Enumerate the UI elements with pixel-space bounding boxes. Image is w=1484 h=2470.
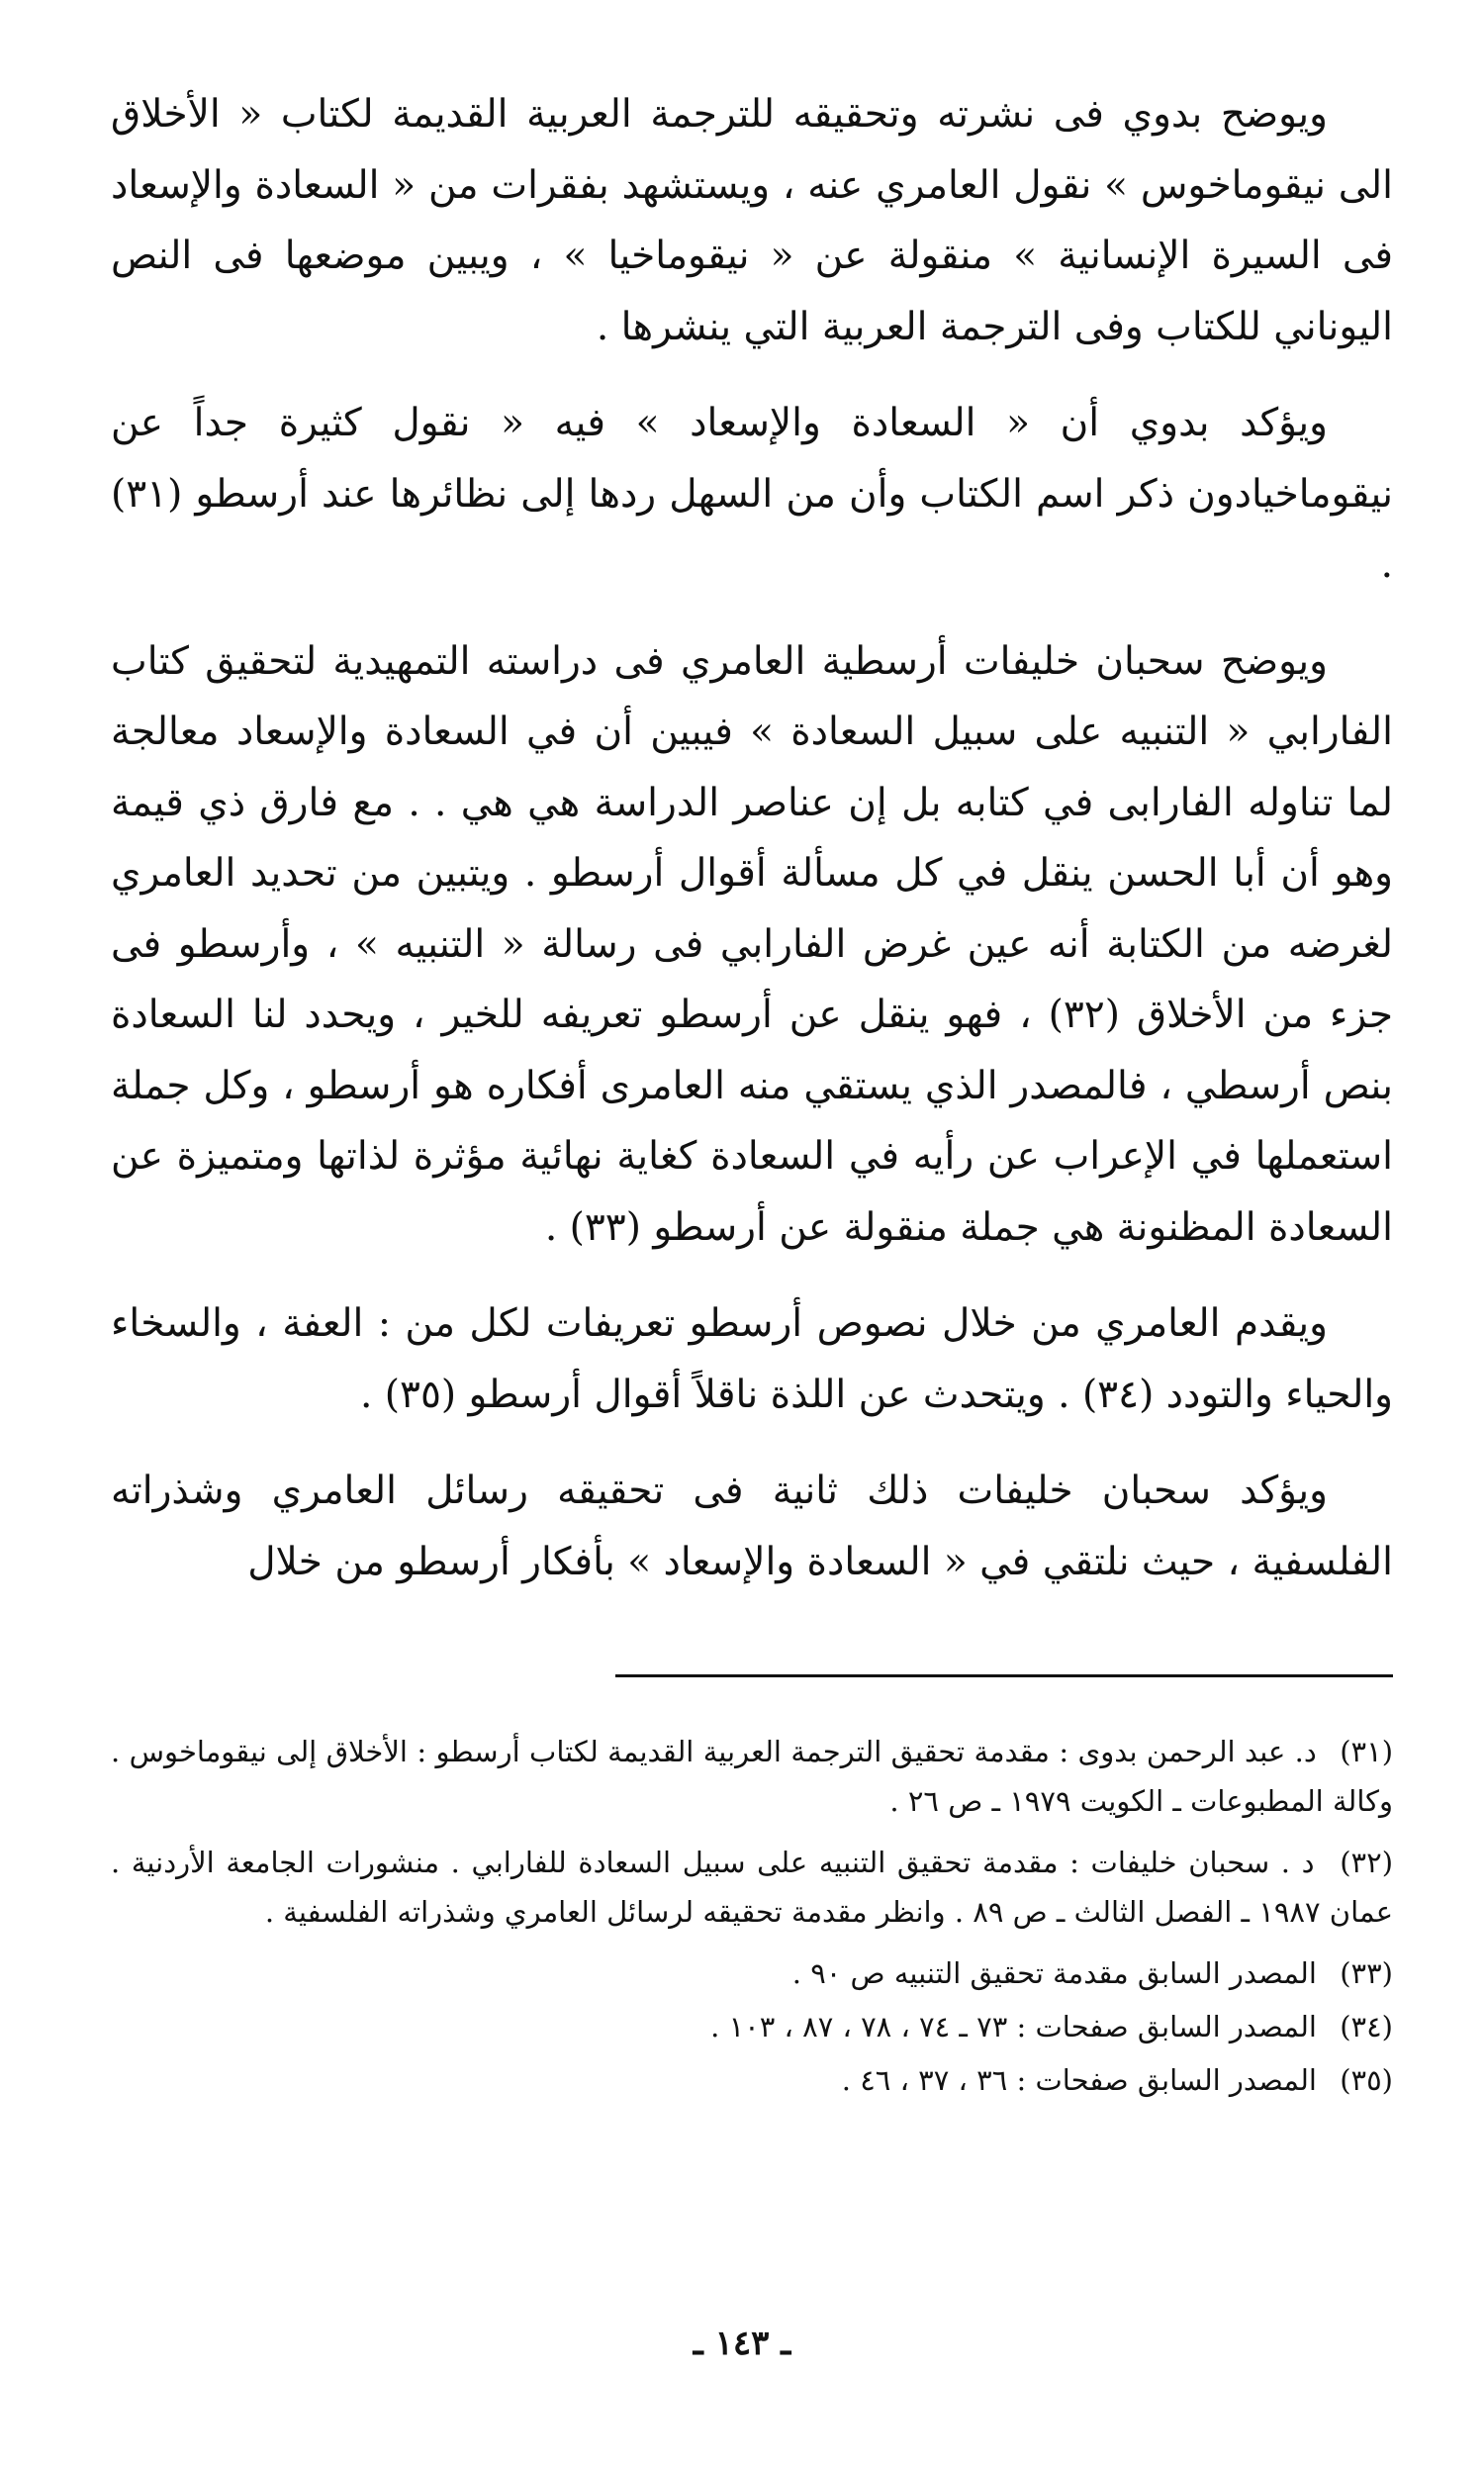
footnote-number: (٣٣): [1340, 1956, 1393, 1990]
paragraph-1: ويوضح بدوي فى نشرته وتحقيقه للترجمة العربية القديمة لكتاب « الأخلاق الى نيقوماخوس » نقول العامري عنه ، ويستشهد بفقرات من « السعادة والإسعاد فى السيرة الإنسانية » منقولة عن « نيقوماخيا » ، ويبين موضعها فى النص اليوناني للكتاب وفى الترجمة العربية التي ينشرها .: [111, 92, 1393, 349]
footnote-31: [111, 1727, 1393, 1826]
footnotes: [111, 1727, 1393, 2109]
footnote-divider: [615, 1674, 1393, 1677]
footnote-number: (٣١): [1340, 1735, 1394, 1768]
footnote-number: (٣٤): [1340, 2010, 1393, 2043]
paragraph-2: ويؤكد بدوي أن « السعادة والإسعاد » فيه « نقول كثيرة جداً عن نيقوماخيادون ذكر اسم الكتاب وأن من السهل ردها إلى نظائرها عند أرسطو (٣١) .: [111, 401, 1393, 587]
footnote-number: (٣٥): [1340, 2063, 1393, 2097]
paragraph-3: ويوضح سحبان خليفات أرسطية العامري فى دراسته التمهيدية لتحقيق كتاب الفارابي « التنبيه على سبيل السعادة » فيبين أن في السعادة والإسعاد معالجة لما تناوله الفارابى في كتابه بل إن عناصر الدراسة هي هي . . مع فارق ذي قيمة وهو أن أبا الحسن ينقل في كل مسألة أقوال أرسطو . ويتبين من تحديد العامري لغرضه من الكتابة أنه عين غرض الفارابي فى رسالة « التنبيه » ، وأرسطو فى جزء من الأخلاق (٣٢) ، فهو ينقل عن أرسطو تعريفه للخير ، ويحدد لنا السعادة بنص أرسطي ، فالمصدر الذي يستقي منه العامرى أفكاره هو أرسطو ، وكل جملة استعملها في الإعراب عن رأيه في السعادة كغاية نهائية مؤثرة لذاتها ومتميزة عن السعادة المظنونة هي جملة منقولة عن أرسطو (٣٣) .: [111, 638, 1393, 1250]
footnote-text: د. عبد الرحمن بدوى : مقدمة تحقيق الترجمة العربية القديمة لكتاب أرسطو : الأخلاق إلى نيقوماخوس . وكالة المطبوعات ـ الكويت ١٩٧٩ ـ ص ٢٦ .: [111, 1735, 1393, 1818]
footnote-35: [111, 2055, 1393, 2105]
footnote-text: المصدر السابق صفحات : ٣٦ ، ٣٧ ، ٤٦ .: [841, 2063, 1317, 2097]
footnote-34: [111, 2002, 1393, 2051]
footnote-text: د . سحبان خليفات : مقدمة تحقيق التنبيه على سبيل السعادة للفارابي . منشورات الجامعة الأردنية . عمان ١٩٨٧ ـ الفصل الثالث ـ ص ٨٩ . وانظر مقدمة تحقيقه لرسائل العامري وشذراته الفلسفية .: [111, 1846, 1393, 1929]
paragraph-4: ويقدم العامري من خلال نصوص أرسطو تعريفات لكل من : العفة ، والسخاء والحياء والتودد (٣٤) . ويتحدث عن اللذة ناقلاً أقوال أرسطو (٣٥) .: [111, 1301, 1393, 1417]
page-number: ـ ١٤٣ ـ: [693, 2324, 791, 2363]
footnote-33: [111, 1948, 1393, 1998]
footnote-text: المصدر السابق مقدمة تحقيق التنبيه ص ٩٠ .: [791, 1956, 1317, 1990]
footnote-32: [111, 1838, 1393, 1937]
paragraph-5: ويؤكد سحبان خليفات ذلك ثانية فى تحقيقه رسائل العامري وشذراته الفلسفية ، حيث نلتقي في « السعادة والإسعاد » بأفكار أرسطو من خلال: [111, 1469, 1393, 1584]
footnote-text: المصدر السابق صفحات : ٧٣ ـ ٧٤ ، ٧٨ ، ٨٧ ، ١٠٣ .: [710, 2010, 1317, 2043]
footnote-number: (٣٢): [1340, 1846, 1394, 1879]
main-text: [111, 79, 1393, 1623]
